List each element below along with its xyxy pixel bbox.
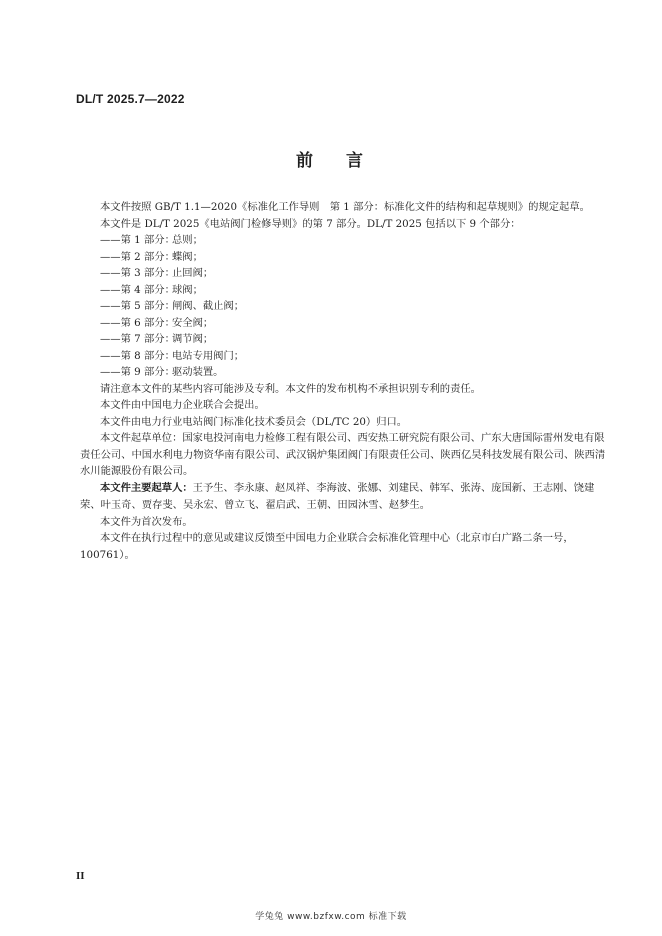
part-number: ——第 6 部分：	[100, 316, 175, 329]
drafters-label: 本文件主要起草人：	[100, 482, 193, 494]
part-name: 闸阀、截止阀；	[172, 300, 245, 312]
part-number: ——第 5 部分：	[100, 300, 175, 312]
drafting-units-text: 国家电投河南电力检修工程有限公司、西安热工研究院有限公司、广东大唐国际雷州发电有限责任公司、中国水利电力物资华南有限公司、武汉锅炉集团阀门有限责任公司、陕西亿昊科技发展有限公司、陕西清水川能源股份有限公司。	[80, 432, 606, 477]
part-name: 总则；	[172, 234, 203, 246]
heading-char-left: 前	[296, 151, 316, 171]
paragraph-patent-notice: 请注意本文件的某些内容可能涉及专利。本文件的发布机构不承担识别专利的责任。	[100, 382, 481, 395]
part-number: ——第 8 部分：	[100, 349, 175, 362]
list-item	[80, 331, 606, 348]
part-number: ——第 4 部分：	[100, 283, 175, 296]
section-heading	[0, 146, 662, 171]
part-number: ——第 2 部分：	[100, 250, 175, 263]
paragraph-proposer: 本文件由中国电力企业联合会提出。	[100, 399, 265, 411]
document-code: DL/T 2025.7—2022	[76, 92, 185, 106]
parts-list	[80, 232, 606, 381]
part-name: 调节阀；	[172, 333, 214, 345]
paragraph-part-info: 本文件是 DL/T 2025《电站阀门检修导则》的第 7 部分。DL/T 2025 包括以下 9 个部分：	[100, 217, 521, 230]
paragraph-drafting-rules: 本文件按照 GB/T 1.1—2020《标准化工作导则 第 1 部分：标准化文件的结构和起草规则》的规定起草。	[100, 201, 590, 213]
drafting-units-label: 本文件起草单位：	[100, 432, 183, 444]
part-number: ——第 1 部分：	[100, 234, 175, 246]
list-item	[80, 348, 606, 365]
part-name: 安全阀；	[172, 316, 214, 329]
list-item	[80, 249, 606, 266]
part-number: ——第 3 部分：	[100, 267, 175, 279]
drafters-text: 王予生、李永康、赵凤祥、李海波、张娜、刘建民、韩军、张涛、庞国新、王志刚、饶建荣、叶玉奇、贾存斐、吴永宏、曾立飞、翟启武、王朝、田园沐雪、赵梦生。	[80, 481, 595, 511]
part-number: ——第 9 部分：	[100, 366, 175, 378]
list-item	[80, 315, 606, 332]
list-item	[80, 282, 606, 299]
paragraph-first-release: 本文件为首次发布。	[100, 515, 193, 528]
page-number: II	[76, 870, 85, 882]
list-item	[80, 298, 606, 315]
paragraph-feedback: 本文件在执行过程中的意见或建议反馈至中国电力企业联合会标准化管理中心（北京市白广路二条一号，100761）。	[80, 532, 574, 561]
paragraph-drafters	[80, 480, 606, 514]
part-name: 球阀；	[172, 283, 203, 296]
paragraph-committee: 本文件由电力行业电站阀门标准化技术委员会（DL/TC 20）归口。	[100, 415, 408, 428]
paragraph-drafting-units	[80, 430, 606, 480]
heading-char-right: 言	[346, 151, 366, 171]
footer-watermark: 学兔兔 www.bzfxw.com 标准下载	[255, 912, 407, 922]
list-item	[80, 265, 606, 282]
part-name: 止回阀；	[172, 267, 214, 279]
part-name: 蝶阀；	[172, 250, 203, 263]
list-item	[80, 364, 606, 381]
part-number: ——第 7 部分：	[100, 333, 175, 345]
list-item	[80, 232, 606, 249]
part-name: 电站专用阀门；	[172, 349, 245, 362]
part-name: 驱动装置。	[172, 366, 224, 378]
foreword-body	[80, 199, 606, 563]
